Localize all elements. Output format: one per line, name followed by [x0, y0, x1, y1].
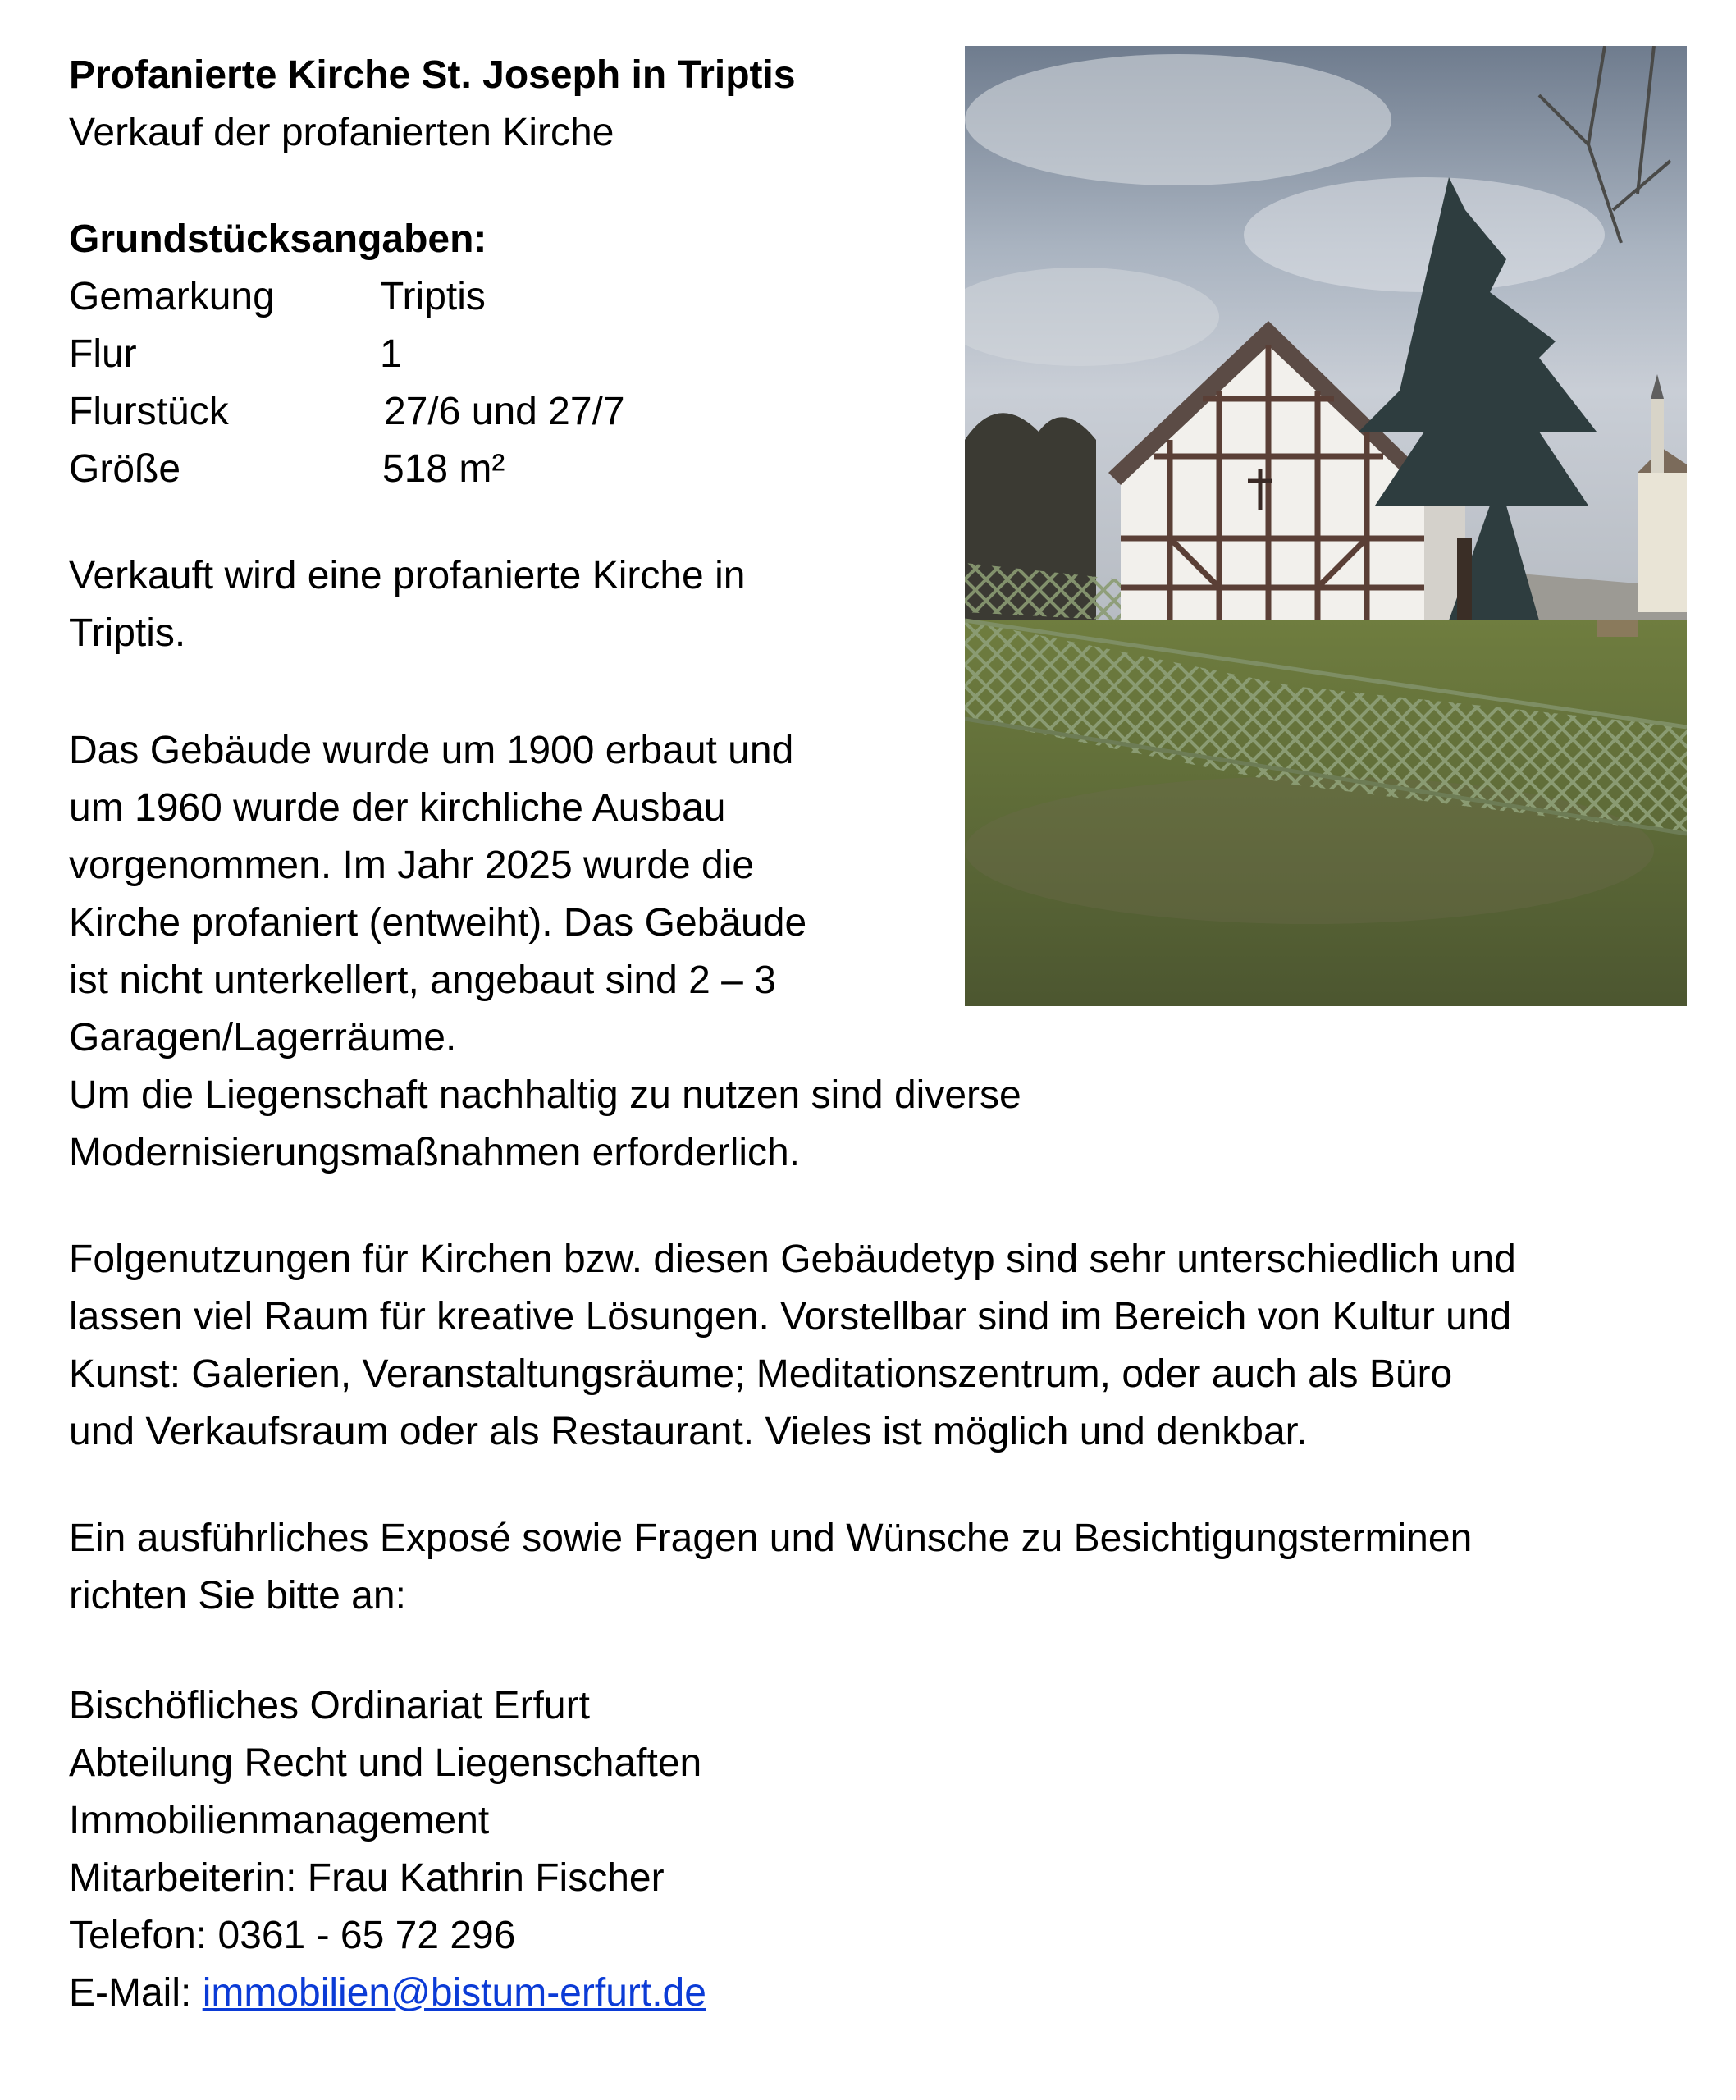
intro-line: Verkauft wird eine profanierte Kirche in	[69, 554, 746, 597]
request-line: Ein ausführliches Exposé sowie Fragen und Wünsche zu Besichtigungsterminen	[69, 1517, 1473, 1560]
history-line: um 1960 wurde der kirchliche Ausbau	[69, 786, 726, 830]
property-value-flur: 1	[380, 332, 402, 376]
church-photo	[965, 46, 1687, 1006]
history-line: Garagen/Lagerräume.	[69, 1016, 457, 1059]
property-value-flurstueck: 27/6 und 27/7	[384, 390, 625, 433]
property-label-flurstueck: Flurstück	[69, 390, 229, 433]
contact-email-line	[69, 1965, 706, 2022]
contact-line: Bischöfliches Ordinariat Erfurt	[69, 1684, 590, 1727]
property-label-flur: Flur	[69, 332, 137, 376]
history-line: ist nicht unterkellert, angebaut sind 2 – 3	[69, 958, 776, 1002]
property-value-gemarkung: Triptis	[380, 275, 486, 318]
email-link[interactable]: immobilien@bistum-erfurt.de	[202, 1971, 706, 2015]
document-subtitle: Verkauf der profanierten Kirche	[69, 111, 614, 154]
property-value-groesse: 518 m²	[382, 447, 505, 491]
history-line: Um die Liegenschaft nachhaltig zu nutzen sind diverse	[69, 1073, 1021, 1117]
history-line: Das Gebäude wurde um 1900 erbaut und	[69, 729, 794, 772]
contact-line: Immobilienmanagement	[69, 1799, 490, 1842]
contact-line: Abteilung Recht und Liegenschaften	[69, 1741, 702, 1785]
property-label-gemarkung: Gemarkung	[69, 275, 275, 318]
request-line: richten Sie bitte an:	[69, 1574, 406, 1617]
history-line: Modernisierungsmaßnahmen erforderlich.	[69, 1131, 801, 1174]
contact-line: Mitarbeiterin: Frau Kathrin Fischer	[69, 1856, 665, 1900]
uses-line: lassen viel Raum für kreative Lösungen. Vorstellbar sind im Bereich von Kultur und	[69, 1295, 1512, 1338]
contact-line: Telefon: 0361 - 65 72 296	[69, 1914, 516, 1957]
intro-line: Triptis.	[69, 611, 186, 655]
uses-line: Folgenutzungen für Kirchen bzw. diesen Gebäudetyp sind sehr unterschiedlich und	[69, 1238, 1516, 1281]
uses-line: und Verkaufsraum oder als Restaurant. Vieles ist möglich und denkbar.	[69, 1410, 1308, 1453]
history-line: vorgenommen. Im Jahr 2025 wurde die	[69, 844, 755, 887]
document-title: Profanierte Kirche St. Joseph in Triptis	[69, 53, 796, 97]
property-heading: Grundstücksangaben:	[69, 217, 487, 261]
email-label: E-Mail:	[69, 1971, 203, 2015]
history-line: Kirche profaniert (entweiht). Das Gebäude	[69, 901, 807, 945]
property-label-groesse: Größe	[69, 447, 181, 491]
uses-line: Kunst: Galerien, Veranstaltungsräume; Meditationszentrum, oder auch als Büro	[69, 1352, 1453, 1396]
